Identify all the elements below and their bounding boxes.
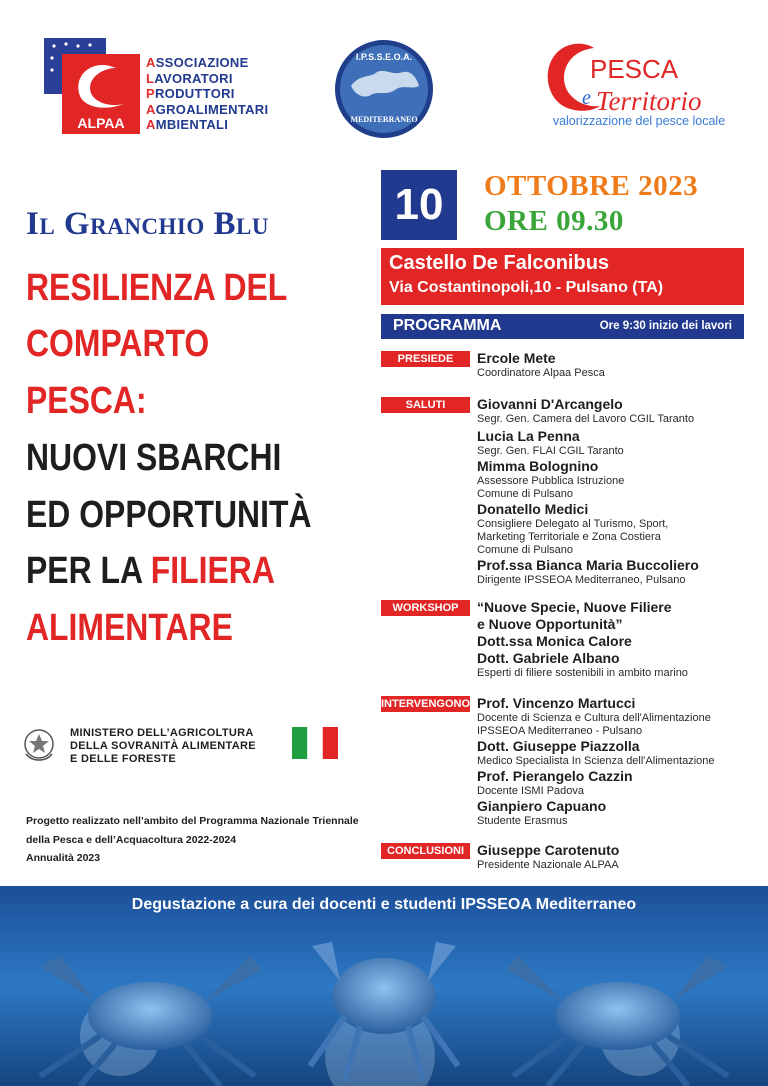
alpaa-line: ASSOCIAZIONE bbox=[146, 55, 249, 70]
program-entry: Donatello Medici Consigliere Delegato al Turismo, Sport, Marketing Territoriale e Zona Costiera Comune di Pulsano bbox=[477, 501, 669, 556]
program-entry: Prof. Vincenzo Martucci Docente di Scienza e Cultura dell'Alimentazione IPSSEOA Mediterraneo - Pulsano bbox=[477, 695, 711, 737]
workshop-entry: “Nuove Specie, Nuove Filiere e Nuove Opportunità” Dott.ssa Monica Calore Dott. Gabriele Albano Esperti di filiere sostenibili in ambito marino bbox=[477, 599, 688, 679]
title-line: NUOVI SBARCHI bbox=[26, 437, 282, 479]
title-line: RESILIENZA DEL bbox=[26, 267, 288, 309]
program-entry: Giuseppe Carotenuto Presidente Nazionale ALPAA bbox=[477, 842, 620, 871]
alpaa-line: LAVORATORI bbox=[146, 70, 233, 86]
alpaa-badge: ALPAA bbox=[77, 115, 125, 131]
workshop-tag: WORKSHOP bbox=[381, 600, 470, 616]
title-line: PESCA: bbox=[26, 380, 147, 422]
ipsseoa-seal-logo bbox=[333, 38, 435, 140]
italian-flag-icon bbox=[292, 727, 338, 759]
venue-box bbox=[381, 248, 744, 305]
conclusioni-tag: CONCLUSIONI bbox=[381, 843, 470, 859]
presiede-tag: PRESIEDE bbox=[381, 351, 470, 367]
blue-crab-banner bbox=[0, 886, 768, 1086]
program-entry: Mimma Bolognino Assessore Pubblica Istruzione Comune di Pulsano bbox=[477, 458, 625, 500]
program-start-note: Ore 9:30 inizio dei lavori bbox=[599, 320, 732, 332]
pesca-tagline: valorizzazione del pesce locale bbox=[552, 114, 726, 128]
program-entry: Prof. Pierangelo Cazzin Docente ISMI Padova bbox=[477, 768, 633, 797]
title-line: ED OPPORTUNITÀ bbox=[26, 494, 312, 536]
title-line: COMPARTO bbox=[26, 323, 210, 365]
saluti-tag: SALUTI bbox=[381, 397, 470, 413]
program-title: PROGRAMMA bbox=[393, 317, 502, 334]
program-header bbox=[381, 314, 744, 339]
program-entry: Dott. Giuseppe Piazzolla Medico Specialista In Scienza dell'Alimentazione bbox=[477, 738, 715, 767]
program-entry: Ercole Mete Coordinatore Alpaa Pesca bbox=[477, 350, 605, 379]
program-entry: Giovanni D'Arcangelo Segr. Gen. Camera del Lavoro CGIL Taranto bbox=[477, 396, 695, 425]
alpaa-line: AMBIENTALI bbox=[146, 117, 229, 132]
venue-name: Castello De Falconibus bbox=[389, 252, 610, 274]
alpaa-line: PRODUTTORI bbox=[146, 86, 235, 101]
title-line: PER LA FILIERA bbox=[26, 550, 275, 592]
program-entry: Gianpiero Capuano Studente Erasmus bbox=[477, 798, 607, 827]
seal-bottom-text: MEDITERRANEO bbox=[350, 115, 418, 124]
italian-emblem-icon bbox=[22, 726, 56, 764]
venue-address: Via Costantinopoli,10 - Pulsano (TA) bbox=[389, 279, 664, 296]
alpaa-logo bbox=[44, 38, 140, 134]
pesca-e-letter: e bbox=[582, 87, 591, 109]
program-entry: Prof.ssa Bianca Maria Buccoliero Dirigente IPSSEOA Mediterraneo, Pulsano bbox=[477, 557, 699, 586]
ministry-name: MINISTERO DELL’AGRICOLTURA DELLA SOVRANITÀ ALIMENTARE E DELLE FORESTE bbox=[70, 727, 256, 765]
alpaa-line: AGROALIMENTARI bbox=[146, 101, 269, 117]
event-month-year: OTTOBRE 2023 bbox=[484, 170, 699, 202]
alpaa-full-name bbox=[146, 55, 268, 133]
seal-top-text: I.P.S.S.E.O.A. bbox=[355, 52, 413, 62]
title-line: ALIMENTARE bbox=[26, 607, 233, 649]
event-kicker: Il Granchio Blu bbox=[26, 206, 269, 242]
event-time: ORE 09.30 bbox=[484, 205, 624, 237]
program-entry: Lucia La Penna Segr. Gen. FLAI CGIL Taranto bbox=[477, 428, 624, 457]
territorio-word: Territorio bbox=[596, 86, 702, 116]
pesca-word: PESCA bbox=[590, 54, 679, 84]
event-day: 10 bbox=[381, 170, 457, 240]
intervengono-tag: INTERVENGONO bbox=[380, 698, 471, 710]
project-note: Progetto realizzato nell’ambito del Programma Nazionale Triennale della Pesca e dell’Acquacoltura 2022-2024 Annualità 2023 bbox=[26, 815, 359, 864]
banner-text: Degustazione a cura dei docenti e studenti IPSSEOA Mediterraneo bbox=[131, 896, 637, 913]
